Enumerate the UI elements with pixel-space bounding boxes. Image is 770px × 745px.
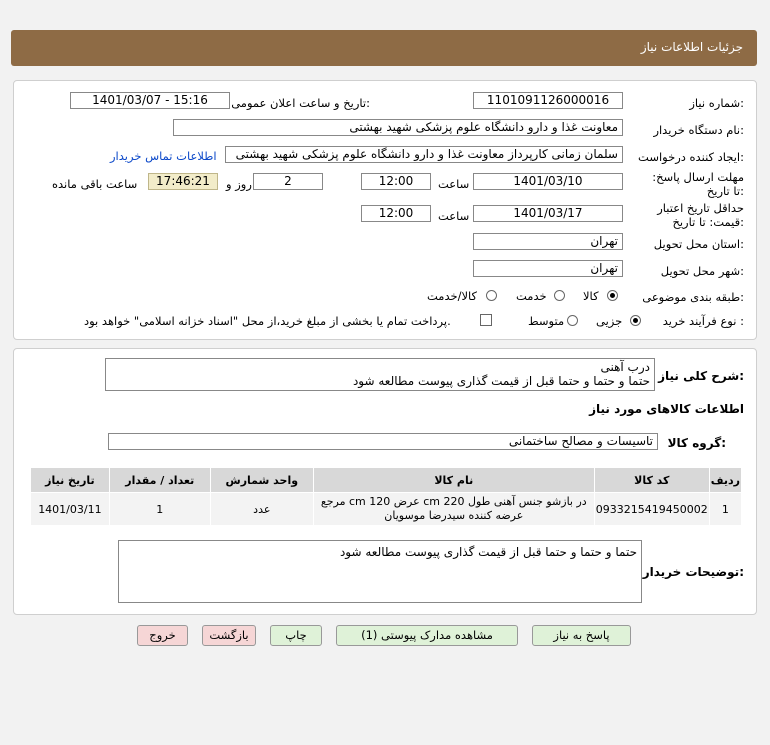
summary-line-2: حتما و حتما و حتما قبل از قیمت گذاری پیوست مطالعه شود <box>352 374 650 388</box>
cell-name: در بازشو جنس آهنی طول 220 cm عرض 120 cm مرجع عرضه کننده سیدرضا موسویان <box>313 493 594 526</box>
announce-field: 1401/03/07 - 15:16 <box>70 92 230 109</box>
days-field: 2 <box>253 173 323 190</box>
creator-label: ایجاد کننده درخواست: <box>638 150 744 164</box>
cell-row: 1 <box>709 493 741 526</box>
need-details-panel <box>13 348 757 615</box>
send-deadline-label: مهلت ارسال پاسخ: تا تاریخ: <box>652 170 744 198</box>
need-number-label: شماره نیاز: <box>689 96 744 110</box>
process-label: نوع فرآیند خرید : <box>662 314 744 328</box>
summary-line-1: درب آهنی <box>600 360 650 374</box>
col-date: تاریخ نیاز <box>31 468 110 493</box>
back-button[interactable]: بازگشت <box>202 625 256 646</box>
buyer-contact-link[interactable]: اطلاعات تماس خریدار <box>110 149 217 163</box>
cell-unit: عدد <box>210 493 313 526</box>
exit-button[interactable]: خروج <box>137 625 188 646</box>
validity-date-field: 1401/03/17 <box>473 205 623 222</box>
creator-field: سلمان زمانی کارپرداز معاونت غذا و دارو دانشگاه علوم پزشکی شهید بهشتی <box>225 146 623 163</box>
goods-table <box>30 467 742 526</box>
category-option-service: خدمت <box>516 289 547 303</box>
col-name: نام کالا <box>313 468 594 493</box>
summary-field <box>105 358 655 391</box>
validity-time-field: 12:00 <box>361 205 431 222</box>
category-radio-service[interactable] <box>554 290 565 301</box>
category-label: طبقه بندی موضوعی: <box>642 290 744 304</box>
buyer-org-field: معاونت غذا و دارو دانشگاه علوم پزشکی شهید بهشتی <box>173 119 623 136</box>
buyer-notes-label: توضیحات خریدار: <box>642 565 744 579</box>
category-option-goods-service: کالا/خدمت <box>427 289 478 303</box>
validity-time-label: ساعت <box>438 209 470 223</box>
send-date-field: 1401/03/10 <box>473 173 623 190</box>
treasury-payment-note: پرداخت تمام یا بخشی از مبلغ خرید،از محل "اسناد خزانه اسلامی" خواهد بود. <box>84 314 451 328</box>
goods-info-title: اطلاعات کالاهای مورد نیاز <box>589 402 744 416</box>
need-info-panel <box>13 80 757 340</box>
category-radio-goods-service[interactable] <box>486 290 497 301</box>
col-row: ردیف <box>709 468 741 493</box>
cell-qty: 1 <box>109 493 210 526</box>
page-title: جزئیات اطلاعات نیاز <box>640 40 743 54</box>
remaining-time-field: 17:46:21 <box>148 173 218 190</box>
goods-group-label: گروه کالا: <box>667 436 726 450</box>
goods-group-field: تاسیسات و مصالح ساختمانی <box>108 433 658 450</box>
buyer-notes-field: حتما و حتما و حتما قبل از قیمت گذاری پیوست مطالعه شود <box>118 540 642 603</box>
col-code: کد کالا <box>594 468 709 493</box>
category-option-goods: کالا <box>583 289 599 303</box>
city-label: شهر محل تحویل: <box>660 264 744 278</box>
cell-code: 0933215419450002 <box>594 493 709 526</box>
goods-table-header <box>31 468 742 493</box>
process-option-minor: جزیی <box>596 314 623 328</box>
process-radio-minor[interactable] <box>630 315 641 326</box>
treasury-payment-checkbox[interactable] <box>480 314 492 326</box>
category-radio-goods[interactable] <box>607 290 618 301</box>
buyer-org-label: نام دستگاه خریدار: <box>653 123 744 137</box>
page-header <box>11 30 757 66</box>
process-option-medium: متوسط <box>528 314 565 328</box>
province-label: استان محل تحویل: <box>653 237 744 251</box>
city-field: تهران <box>473 260 623 277</box>
province-field: تهران <box>473 233 623 250</box>
summary-label: شرح کلی نیاز: <box>658 369 744 383</box>
cell-date: 1401/03/11 <box>31 493 110 526</box>
reply-to-need-button[interactable]: پاسخ به نیاز <box>532 625 631 646</box>
send-time-label: ساعت <box>438 177 470 191</box>
validity-label: حداقل تاریخ اعتبار قیمت: تا تاریخ: <box>657 201 744 229</box>
print-button[interactable]: چاپ <box>270 625 322 646</box>
col-qty: تعداد / مقدار <box>109 468 210 493</box>
send-time-field: 12:00 <box>361 173 431 190</box>
col-unit: واحد شمارش <box>210 468 313 493</box>
table-row <box>31 493 742 526</box>
process-radio-medium[interactable] <box>567 315 578 326</box>
remaining-label: ساعت باقی مانده <box>52 177 138 191</box>
days-label: روز و <box>226 177 252 191</box>
need-number-field: 1101091126000016 <box>473 92 623 109</box>
view-attachments-button[interactable]: مشاهده مدارک پیوستی (1) <box>336 625 518 646</box>
announce-label: تاریخ و ساعت اعلان عمومی: <box>231 96 370 110</box>
